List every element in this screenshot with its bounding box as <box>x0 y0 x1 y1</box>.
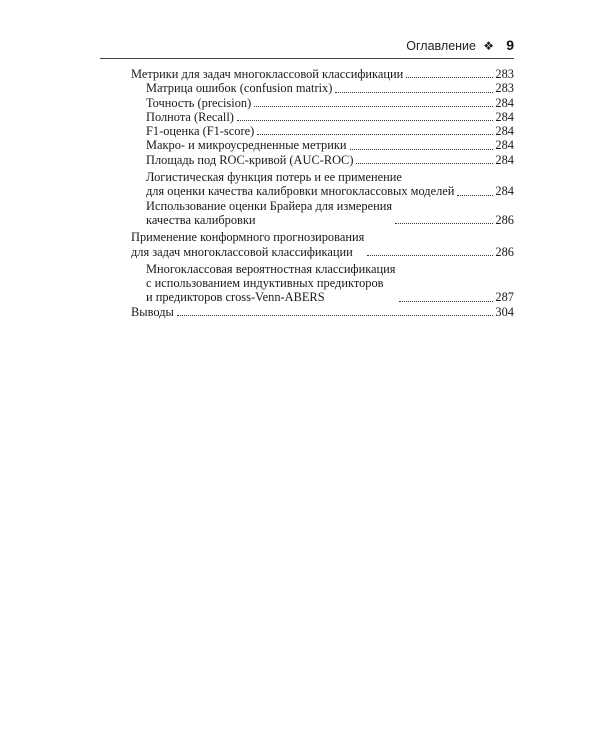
toc-entry-title-line: с использованием индуктивных предикторов <box>146 276 384 291</box>
toc-entry-title-line: Полнота (Recall) <box>146 109 234 124</box>
toc-entry[interactable] <box>131 81 514 95</box>
toc-entry-title-line: Площадь под ROC-кривой (AUC-ROC) <box>146 152 354 167</box>
toc-entry-title-line: качества калибровки <box>146 212 256 227</box>
dot-leader <box>177 315 494 316</box>
toc-entry-page: 286 <box>495 212 514 227</box>
toc-entry[interactable] <box>131 153 514 167</box>
toc-entry-title <box>146 110 234 124</box>
dot-leader <box>406 77 493 78</box>
toc-entry-page: 284 <box>495 109 514 124</box>
toc-entry-title <box>131 305 174 319</box>
toc-entry-title <box>146 81 332 95</box>
toc-entry[interactable] <box>131 67 514 81</box>
dot-leader <box>335 92 493 93</box>
toc-entry-page: 304 <box>495 304 514 319</box>
dot-leader <box>395 223 493 224</box>
toc-entry-title <box>146 153 353 167</box>
toc-entry-title-line: Многоклассовая вероятностная классификация <box>146 261 396 276</box>
toc-entry-title <box>146 96 251 110</box>
toc-entry-title <box>131 67 403 81</box>
dot-leader <box>399 301 494 302</box>
toc-entry[interactable] <box>131 138 514 152</box>
toc-entry-page: 286 <box>495 244 514 259</box>
toc-entry-title-line: Макро- и микроусредненные метрики <box>146 138 347 153</box>
dot-leader <box>254 106 493 107</box>
toc-entry-title-line: Использование оценки Брайера для измерения <box>146 198 393 213</box>
toc-entry-title <box>146 138 347 152</box>
toc-entry[interactable] <box>131 199 514 228</box>
toc-entry-title-line: Логистическая функция потерь и ее применение <box>146 170 402 185</box>
dot-leader <box>356 163 493 164</box>
toc-entry-title-line: Выводы <box>131 304 174 319</box>
toc-entry-title-line: Метрики для задач многоклассовой классификации <box>131 67 404 81</box>
table-of-contents <box>131 67 514 319</box>
toc-entry-page: 284 <box>495 95 514 110</box>
running-header <box>100 38 514 59</box>
toc-entry[interactable] <box>131 305 514 319</box>
dot-leader <box>350 149 494 150</box>
page-number: 9 <box>506 37 514 53</box>
toc-entry-title <box>146 262 396 305</box>
toc-entry-title <box>146 170 454 199</box>
toc-entry[interactable] <box>131 124 514 138</box>
toc-entry-page: 284 <box>495 124 514 139</box>
toc-entry-page: 283 <box>495 67 514 81</box>
dot-leader <box>457 195 493 196</box>
running-header-title: Оглавление <box>406 39 476 53</box>
toc-entry[interactable] <box>131 96 514 110</box>
ornament-icon: ❖ <box>483 39 494 53</box>
toc-entry-title-line: F1-оценка (F1-score) <box>146 124 255 139</box>
dot-leader <box>237 120 494 121</box>
toc-entry-title <box>131 230 364 259</box>
toc-entry-page: 283 <box>495 81 514 96</box>
toc-entry-title-line: для оценки качества калибровки многоклассовых моделей <box>146 184 455 199</box>
toc-entry-title-line: Точность (precision) <box>146 95 252 110</box>
toc-entry-title-line: Применение конформного прогнозирования <box>131 230 365 245</box>
toc-entry[interactable] <box>131 230 514 259</box>
toc-entry[interactable] <box>131 170 514 199</box>
dot-leader <box>367 255 493 256</box>
dot-leader <box>257 134 493 135</box>
toc-entry-title-line: Матрица ошибок (confusion matrix) <box>146 81 333 96</box>
toc-entry[interactable] <box>131 262 514 305</box>
toc-entry-title <box>146 124 254 138</box>
toc-entry-page: 284 <box>495 184 514 199</box>
toc-entry[interactable] <box>131 110 514 124</box>
toc-entry-title-line: и предикторов cross-Venn-ABERS <box>146 290 325 305</box>
toc-entry-page: 287 <box>495 290 514 305</box>
toc-entry-title <box>146 199 392 228</box>
toc-entry-title-line: для задач многоклассовой классификации <box>131 244 353 259</box>
toc-entry-page: 284 <box>495 138 514 153</box>
toc-entry-page: 284 <box>495 152 514 167</box>
